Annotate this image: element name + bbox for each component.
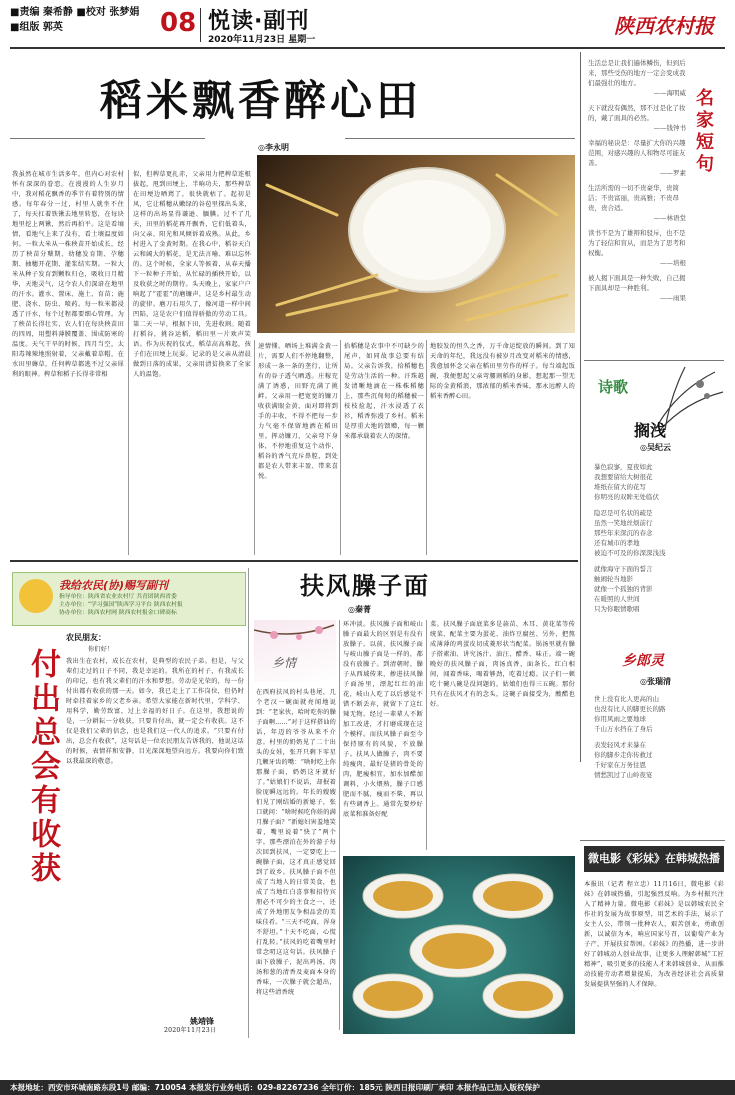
ad-details: 指导单位：陕西省农业农村厅 共青团陕西省委 主办单位：“学习强国”陕西学习平台 陕西农村报 协办单位：陕西农村网 陕西农村报金口碑商标 xyxy=(59,594,183,616)
poem-stanza: 表发轻风才来暴在 你的脚步走你传救过 千好家在万务往恩 情愁凯过了山岭夜宴 xyxy=(594,741,653,779)
article1-title: 稻米飘香醉心田 xyxy=(100,76,423,125)
letter-signature: 姚靖锋 xyxy=(190,1017,214,1026)
mid-rule xyxy=(10,560,578,562)
ad-title: 我给农民(协)赐写副刊 xyxy=(59,579,169,592)
letter-salutation: 你们好！ xyxy=(88,646,114,653)
blossom-icon xyxy=(254,620,336,682)
quote-item: 读书不是为了雄辩和驳斥，也不是为了轻信和盲从，而是为了思考和权衡。 ——培根 xyxy=(588,229,686,267)
article1-col2: 似，但稗草更扎赤，父亲用力把稗草连根拔起，甩到田埂上，半晌功夫，那些稗草在田埂边晒蔫了，很快就枯了。起初是风，它让稻穗从嫩绿的谷苞里探出头来，这样的出场显得谦逊、腼腆。过不了几天，田里的稻花再开飘香，它们低着头，向父亲、阳光和风倾诉着成熟。从此，乡村进入了金黄时期。在我心中，稻谷天白云和阔大的稻花，是无法言喻、难以忘怀的。这个时候，全家人等候着，从春天播下一粒种子开始，从忙碌的插秧开始，以及收获之时的期待。头天晚上，家家户户响起了“霍霍”的磨镰声，这是乡村最生动的旋律。磨刀石用久了，像河道一样中间凹陷，这是农户们值得骄傲的劳动工具。第二天一早，根据下田，先进收割。随着打稻谷，挑谷运稻，稻田里一片欢声笑语。作为庆祝的仪式，稻草高高堆起，孩子们在田埂上玩耍。记录的是父亲从清晨做到日落的成果，父亲用清贫换来了全家人的温饱。 xyxy=(133,171,251,378)
title-rule-left xyxy=(10,138,205,139)
letter-date: 2020年11月23日 xyxy=(164,1027,217,1034)
sidebar-divider xyxy=(580,52,581,762)
article2-col2: 环冲淡。扶风臊子面和岐山臊子面最大的区别是有没有放臊子。以前，扶风臊子面与岐山臊子面是一样的，都没有放臊子。到清朝时，臊子从西域传来，掺进扶风臊子面汤里，漂起红红的油花，岐山人吃了以后感觉不错不断丢弃，就留下了这红辣无物。经过一辈辈人不断加工改进，才打磨成现在这个模样。而扶风臊子面至今保持原有的风貌，不放臊子。扶风人做臊子，肉不要纯瘦肉，最好是猪的骨处的肉，肥瘦相宜，加水加醋加调料，小火煨熟，臊子口感肥而不腻，瘦而不柴，再以有些调香上。通常先要炒好底菜和准备好配 xyxy=(343,621,423,818)
col-divider xyxy=(426,620,427,850)
quotes-list xyxy=(588,58,686,302)
quote-item: 生活所需的一切不贵豪华，贵简洁；不贵富丽，贵高雅；不贵昂贵，贵合适。 ——林语堂 xyxy=(588,184,686,222)
header-rule xyxy=(10,47,725,49)
xiangqing-label: 乡情 xyxy=(272,656,297,670)
col-divider xyxy=(254,340,255,555)
article2-title: 扶风臊子面 xyxy=(300,572,430,600)
poem-category: 诗歌 xyxy=(598,378,629,396)
poem-author: ◎吴纪云 xyxy=(640,443,671,452)
footer-text: 本报地址：西安市环城南路东段1号 邮编：710054 本报发行业务电话：029-82267236 全年订价：185元 陕西日报印刷厂承印 本报作品已加入版权保护 xyxy=(10,1083,540,1092)
page-number: 08 xyxy=(160,8,197,38)
rice-bowl-graphic xyxy=(257,155,575,333)
poem2-author: ◎张瑞清 xyxy=(640,677,671,686)
issue-date: 2020年11月23日 星期一 xyxy=(208,35,316,45)
letter-vertical-title: 付出总会有收获 xyxy=(25,648,60,886)
article2-author: ◎秦菁 xyxy=(348,605,371,614)
noodle-photo xyxy=(343,856,575,1034)
staff-line-1: ■责编 秦希静 ■校对 张梦娟 xyxy=(10,7,140,18)
poem-stanza: 隐忍是可名状的疏是 虽然一笑地丝烦前行 那些年来深沉的春念 还有城市的孝地 被迫不可及的你深深浅浅 xyxy=(594,509,666,557)
quotes-column-title: 名家短句 xyxy=(693,88,714,176)
article1-col1: 我虽然在城市生活多年，但内心对农村怀有深深的眷恋。在漫漫的人生岁月中，我对稻花飘香的季节有着特别的情感。每年春分一过，村里人就坐不住了，每天扛着铁锹去地里转悠，在每块地里挖上两锹，然后再拍平。这是看墒情，看地气上来了没有，看土壤温度如何。一粒大米从一株秧苗开始成长，经历了秧苗分蘖期、幼穗发育期、孕穗期、抽穗开花期、灌浆结实期。一粒大米从种子发育到颗粒归仓，吸收日月精华，天地灵气，这令农人们深谙在地里的汗水。灌水、置床、施土、育苗；施肥、浇水、防虫、喷药。每一粒米都浸透了汗水，每个过程都要细心管理。为了秧苗长得壮实，农人们在每块秧苗田的四周，用塑料薄膜覆盖、围成防寒的温度。天气干旱的时候，四月当空，太阳毒辣辣地照射着，父亲戴着草帽，在水田里薅草，任何稗草都逃不过父亲犀利的眼神。稗草和稻子长得非常相 xyxy=(12,171,124,378)
article2-col3: 菜。扶风臊子面底菜多是蒜苗、木耳、黄花菜等传统菜，配菜主要为蛋花、油炸豆腐丝、另外，把熬成薄薄的鸡蛋皮切成菱形状当配菜。锅汤里就有臊子搭素油、讲究汤汁、油汪、醋香、味正。端一碗晚好的扶风臊子面，肉汤真香，面条长，红白相间，闻着香味，喝着够劲，吃着过瘾。汉子们一顿吃十碗八碗是没问题的，姑娘们也得三五碗。那份只有在扶风才有的念头，这碗子面接受为，酸醋也好。 xyxy=(430,621,575,708)
poem2-title: 乡郎灵 xyxy=(622,653,664,669)
article1-col3: 速情懂。晒场上堆满金黄一片，需要人们不停地翻整，形成一条一条的垄行，让所有的谷子透气晒透。庄稼充满了诱惑，田野充满了挑衅。父亲用一把宽宽的镰刀收获满眼金黄，面对即将到手的丰收，不得不把每一步力气毫不保留地洒在稻田里。挥动镰刀，父亲弯下身体，不停地重复这个动作，稻谷的香气充斥鼻腔，到处都是农人带来丰盈、带来喜悦。 xyxy=(258,343,338,480)
quote-item: 生活总是让我们遍体鳞伤，但到后来，那些受伤的地方一定会变成我们最强壮的地方。 ——海明威 xyxy=(588,59,686,97)
noodle-bowls-graphic xyxy=(343,856,575,1034)
article2-col1: 在西府扶风的村头巷尾，几个老汉一碗面就亮闻地说到：“老家伙，哈时吃你的臊子面啊……”对于这样搭讪的话，年迈的爷爷从来不介意。村里的奶奶见了二十出头的女娃，张开只剩下零星几颗牙齿的嘴：“啥时吃上你那臊子面，奶奶这牙就好了。”姑娘们不说话，却抿着脸庞瞬远远的。年长的嫂嫂们见了刚结婚的新媳子，张口就问：“啥时候吃你娃的满月臊子面？”新媳妇害羞地笑着，嘴里说着“快了”两个字。那些漂泊在外的游子每次回到扶风，一定要吃上一碗臊子面，这才真正感觉回到了故乡。扶风臊子面不但成了当地人的日常美食，也成了当地红白喜事和招待宾朋必不可少的主食之一，还成了外地朋友争相品尝的美味佳肴。“三天不吃面，浑身不舒坦。”十天不吃面，心慌打乱转。”扶风的吃着嘴里时常念叨这这句话。扶风臊子面下放臊子，泥出鸡汤，肉汤和葱的清香及麦面本身的香味，一次臊子就会超出，将这些清香统 xyxy=(256,689,336,996)
news-body: 本报讯（记者 程立忠）11月16日，微电影《彩妹》在韩城热播，引起强烈反响。为乡村振兴注入了精神力量。微电影《彩妹》是以韩城农民全作社的发展为故事原型，用艺术的手法，展示了女主人公，带领一批种农人，艰苦创业，勇敢创新，以诚信为本，响应国家号召，以葡萄产业为子产，开展扶贫帮困。《彩妹》的热播，进一步讲好了韩城动人创业故事，让更多人理解韩城“工匠精神”，吸引更多的技能人才来韩城创业，从而推动技能劳动者增量提质，为改善经济社会高质量发展提供坚强的人才保障。 xyxy=(584,881,724,988)
letter-greeting: 农民朋友： xyxy=(66,633,106,642)
letter-body: 我出生在农村，成长在农村，是典型的农民子弟。但是，与父辈们走过的日子不同，我是幸运的。我所在的村子，有我成长的印记，也有我父辈们的汗水和梦想。劳动是光荣的，每一份付出都有收获的那一天。如今，我已走上了工作岗位，但仍时时牵挂着家乡的父老乡亲。希望大家能在新时代里，学科学、用科学，勤劳致富，过上幸福的好日子。在这里，我想说的是，一分耕耘一分收获，只要肯付出，就一定会有收获。这不仅是我们父辈的信念，也是我们这一代人的追求。“只要有付出，总会有收获”，这句话是一位农民朋友告诉我的，他说这话的时候，表情祥和安静，目光深深地望向远方。我要向你们致以我最深的敬意。 xyxy=(66,658,244,765)
section-title: 悦读·副刊 xyxy=(208,9,310,34)
footer-bar xyxy=(0,1080,735,1095)
title-rule-right xyxy=(345,138,575,139)
quote-item: 被人揭下面具是一种失败，自己揭下面具却是一种胜利。 ——雨果 xyxy=(588,274,686,302)
poem-body xyxy=(594,462,722,614)
poem-title: 搁浅 xyxy=(634,421,667,440)
quote-item: 天下就没有偶然，那不过是化了妆的，戴了面具的必然。 ——钱钟书 xyxy=(588,104,686,132)
poem-stanza: 世上没有比人更高的山 也没有比人的脚更长的路 你用风雨之要地球 千山万水挡在了身后 xyxy=(594,695,666,733)
header-divider xyxy=(200,8,201,42)
col-divider xyxy=(128,170,129,555)
col-divider xyxy=(339,620,340,1030)
poem-stanza: 就像海守下面的誓言 触闹轮当地影 就像一个孤独的背影 在暖照的人世间 只为你眠情歌唱 xyxy=(594,565,653,613)
ad-banner xyxy=(12,572,246,626)
poem2-body xyxy=(594,694,722,780)
staff-line-2: ■组版 郭英 xyxy=(10,22,63,33)
ad-emblem xyxy=(19,579,53,613)
poem-stanza: 暴色寂寥，夏夜如此 我想要留给大树很花 堆纸在留大的花写 你明亮的双眸无处临伏 xyxy=(594,463,659,501)
poem-rule xyxy=(584,360,724,361)
article1-col5: 地胶发的恒久之香，万千命运绽放的瞬间。到了知天命的年纪，我远没有被岁月改变对稻米的情感，我愈加怀念父亲在稻田里劳作的样子。每当端起饭碗，我便想起父亲弯腰割稻的身影，想起那一望无际的金黄稻浪，那浓郁的稻米香味，那永远醉人的稻米香醉心田。 xyxy=(430,343,575,400)
quote-item: 幸福的秘诀是：尽量扩大你的兴趣范围，对感兴趣的人和物尽可能友善。 ——罗素 xyxy=(588,139,686,177)
news-title: 微电影《彩妹》在韩城热播 xyxy=(584,846,724,872)
col-divider xyxy=(340,340,341,555)
col-divider xyxy=(248,568,249,1038)
rice-photo xyxy=(257,155,575,333)
newspaper-logo: 陕西农村报 xyxy=(614,14,714,38)
article1-author: ◎李永明 xyxy=(258,143,289,152)
news-rule xyxy=(580,840,725,841)
cherry-blossom-illustration xyxy=(254,620,336,682)
article1-col4: 拾稻穗是农事中不可缺少的尾声，如同故事总要有结局。父亲告诉我，拾稻穗也是劳动生活的一种。汗珠越发清晰地滴在一株株稻穗上，那些沉甸甸的稻穗被一枝枝捡起，汗水浸透了衣衫，稻香弥漫了乡村。稻米是厚重大地的馈赠，每一颗米都承载着农人的深情。 xyxy=(344,343,424,440)
col-divider xyxy=(426,340,427,555)
